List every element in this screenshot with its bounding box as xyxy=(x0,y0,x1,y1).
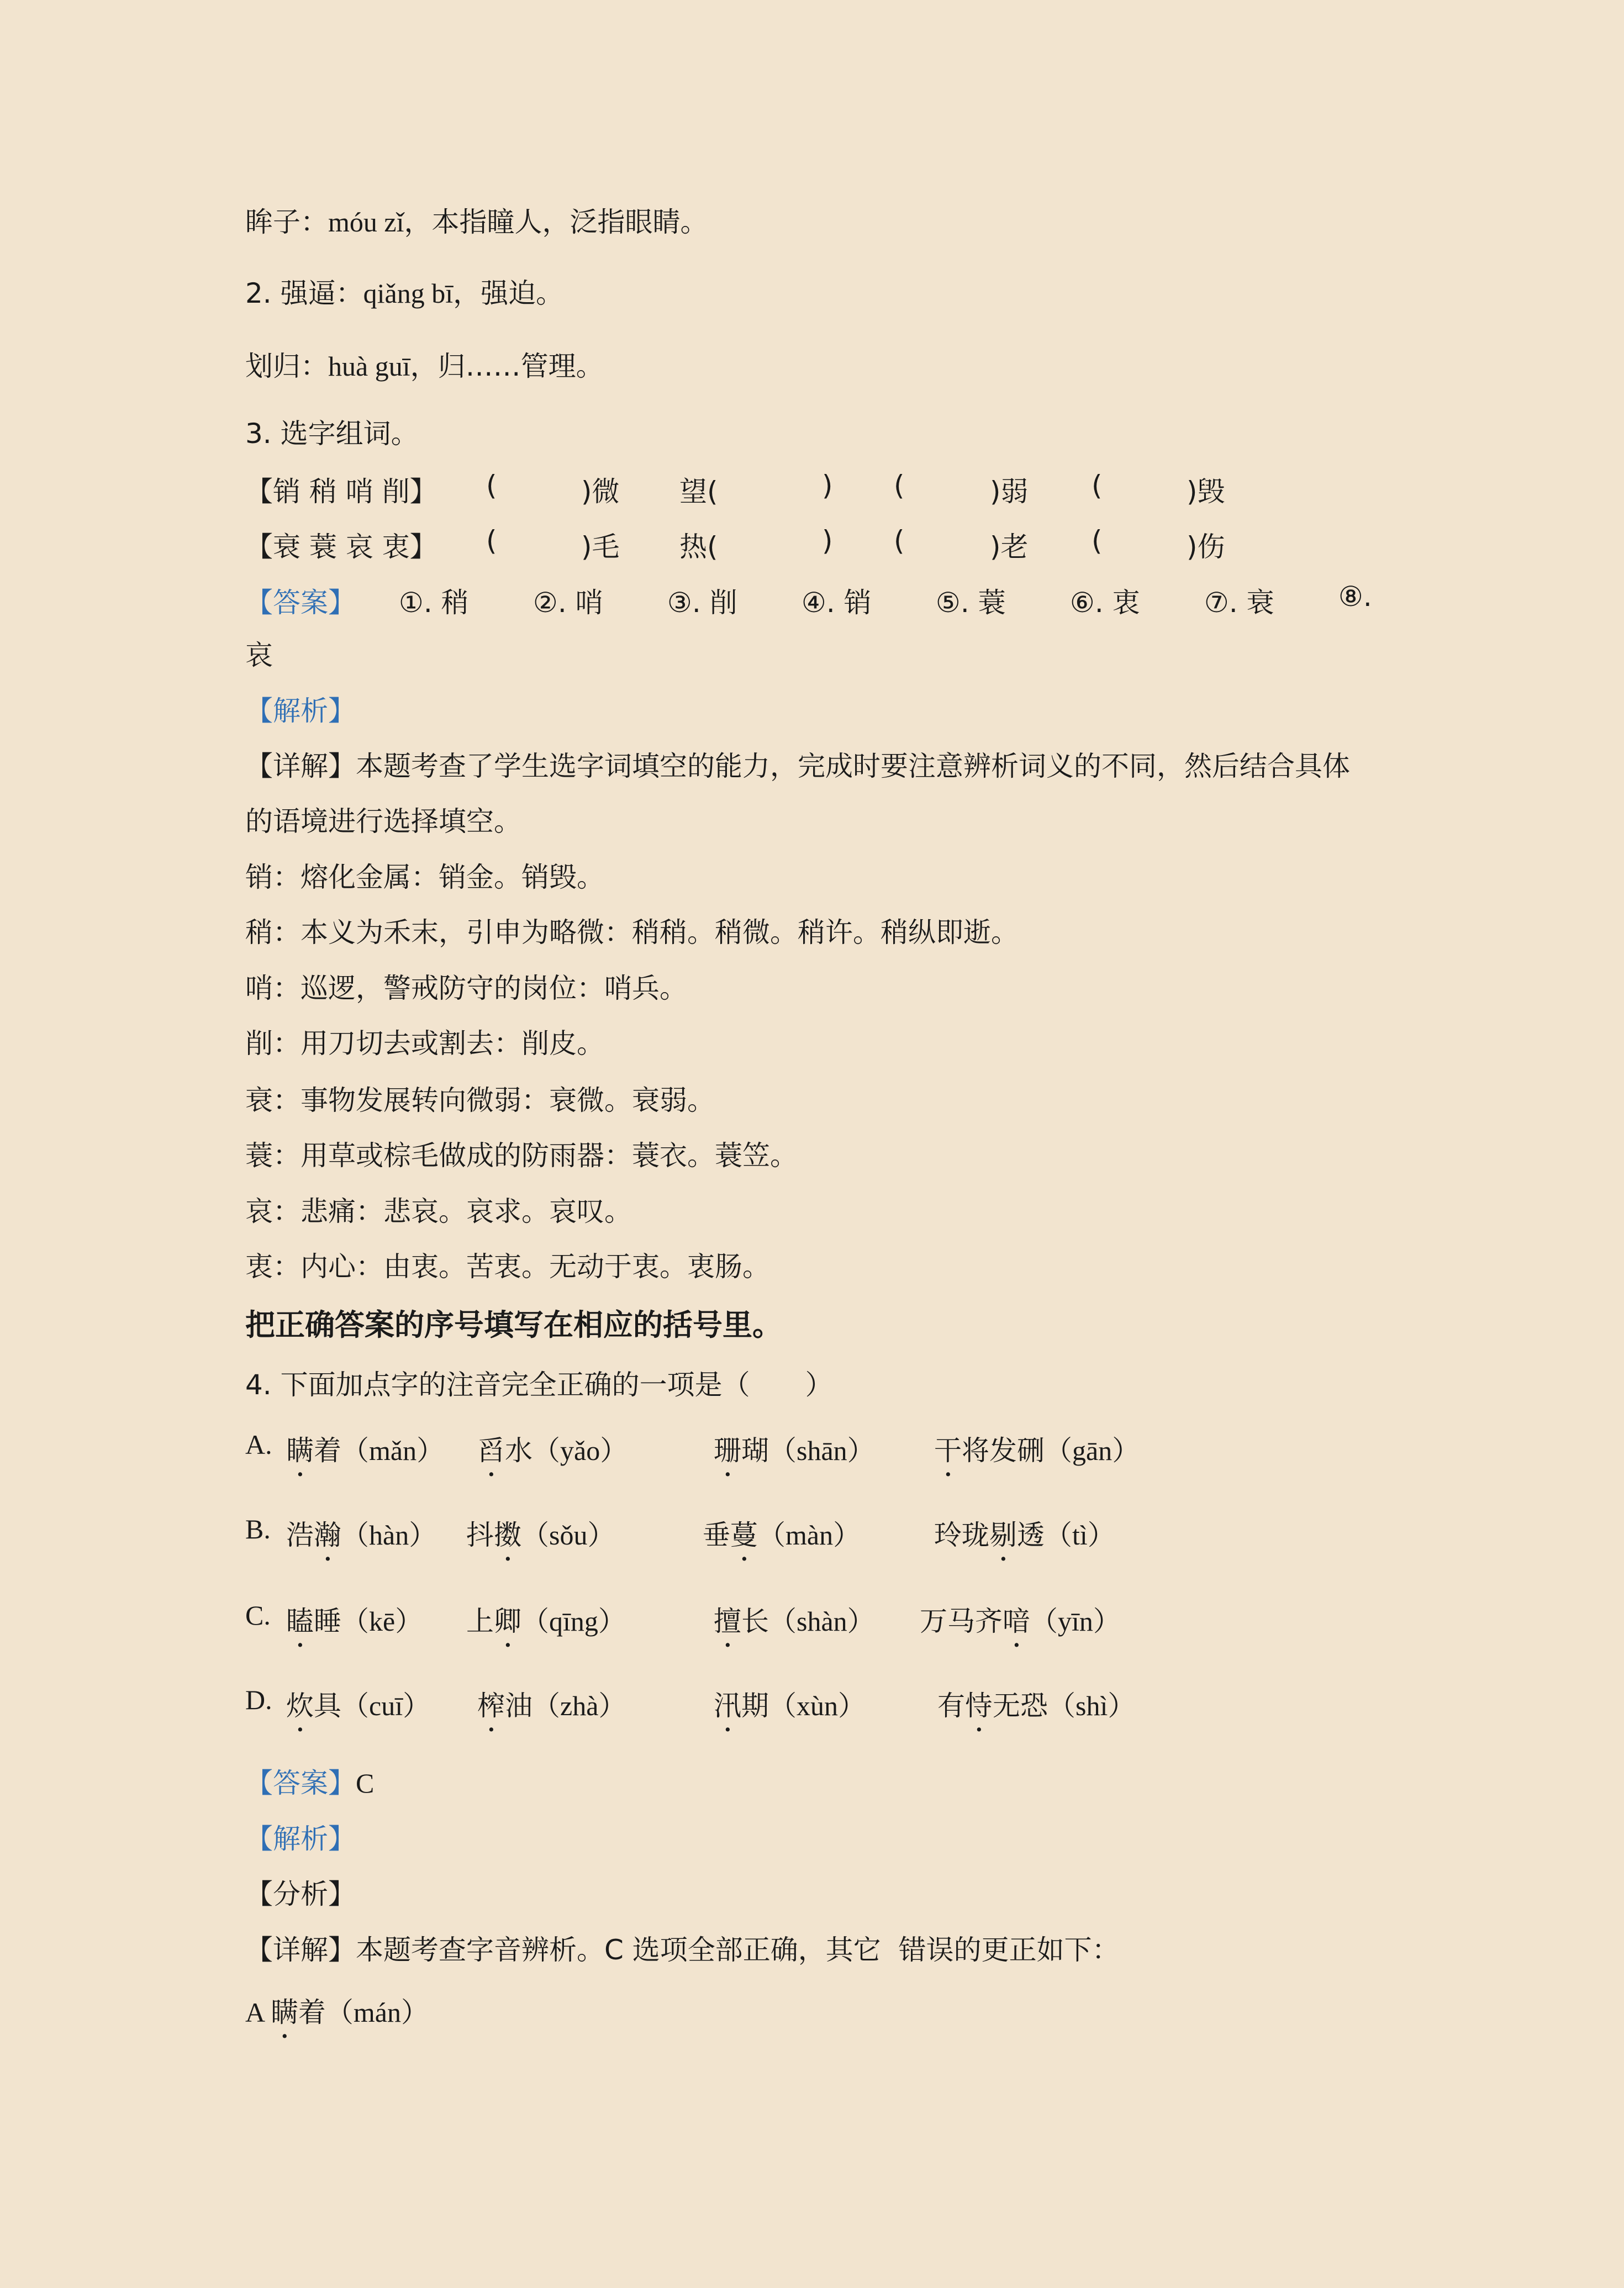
blank-cell: 望( xyxy=(679,476,718,508)
def-word: 划归： xyxy=(245,350,328,382)
explanation-line: 衰：事物发展转向微弱：衰微。衰弱。 xyxy=(245,1084,715,1116)
word-part: 万马齐 xyxy=(920,1605,1003,1637)
blank-cell: )毁 xyxy=(1187,476,1225,508)
question-3-title: 3. 选字组词。 xyxy=(245,418,419,450)
pinyin: （cuī） xyxy=(341,1690,431,1721)
option-item xyxy=(286,1428,444,1483)
definition-line xyxy=(245,203,708,241)
dotted-char: 喑 xyxy=(1003,1605,1030,1637)
option-item xyxy=(714,1599,875,1653)
word-part: 长 xyxy=(741,1605,769,1637)
analysis-label: 【解析】 xyxy=(245,1823,356,1855)
pinyin: （yǎo） xyxy=(532,1435,628,1466)
dotted-char: 舀 xyxy=(477,1435,505,1467)
section-heading: 把正确答案的序号填写在相应的括号里。 xyxy=(245,1308,782,1342)
pinyin: （kē） xyxy=(341,1606,423,1637)
word-part: 具 xyxy=(314,1690,341,1722)
blank-cell: ( xyxy=(1092,470,1103,502)
option-item xyxy=(477,1684,626,1738)
answer-item: ⑥. 衷 xyxy=(1070,587,1140,619)
option-item xyxy=(466,1599,626,1653)
blank-cell: ( xyxy=(894,470,905,502)
def-pinyin: qiǎng bī xyxy=(363,278,454,309)
def-pinyin: móu zǐ xyxy=(328,207,404,238)
word-part: 无恐 xyxy=(993,1690,1048,1722)
dotted-char: 卿 xyxy=(494,1605,521,1637)
pinyin: （shàn） xyxy=(769,1606,875,1637)
dotted-char: 炊 xyxy=(286,1690,314,1722)
blank-cell: )微 xyxy=(581,476,620,508)
option-letter: B. xyxy=(245,1514,271,1544)
pinyin: （tì） xyxy=(1045,1520,1115,1551)
option-item xyxy=(934,1428,1140,1483)
option-item xyxy=(714,1684,866,1738)
option-item xyxy=(477,1428,628,1483)
definition-line xyxy=(245,347,604,386)
explanation-line: 哨：巡逻，警戒防守的岗位：哨兵。 xyxy=(245,972,687,1004)
pinyin: （shì） xyxy=(1048,1690,1136,1721)
def-meaning: ，本指瞳人，泛指眼睛。 xyxy=(404,206,708,238)
correction-word: 着 xyxy=(298,1996,326,2028)
option-item xyxy=(920,1599,1121,1653)
analysis-label: 【解析】 xyxy=(245,695,356,727)
word-part: 浩 xyxy=(286,1519,314,1551)
word-part: 期 xyxy=(741,1690,769,1722)
analysis-sub-label: 【分析】 xyxy=(245,1878,356,1910)
dotted-char: 瞌 xyxy=(286,1605,314,1637)
char-group: 【销 稍 哨 削】 xyxy=(245,476,437,508)
blank-cell: ) xyxy=(822,525,833,557)
pinyin: （xùn） xyxy=(769,1690,866,1721)
blank-cell: )伤 xyxy=(1187,531,1225,563)
explanation-line: 哀：悲痛：悲哀。哀求。哀叹。 xyxy=(245,1195,632,1227)
word-part: 玲珑 xyxy=(934,1519,989,1551)
blank-cell: 热( xyxy=(679,531,718,563)
word-part: 抖 xyxy=(466,1519,494,1551)
option-item xyxy=(286,1599,423,1653)
dotted-char: 瞒 xyxy=(286,1435,314,1467)
def-meaning: ，强迫。 xyxy=(453,277,564,309)
detail-text: 的语境进行选择填空。 xyxy=(245,805,521,837)
dotted-char: 瞒 xyxy=(270,1996,298,2028)
dotted-char: 瀚 xyxy=(314,1519,341,1551)
answer-item: ③. 削 xyxy=(667,587,737,619)
option-letter: C. xyxy=(245,1600,271,1631)
pinyin: （mǎn） xyxy=(341,1435,445,1466)
answer-line xyxy=(245,1764,374,1802)
correction-line xyxy=(245,1993,429,2044)
pinyin: （màn） xyxy=(758,1520,861,1551)
answer-label: 【答案】 xyxy=(245,587,356,619)
option-letter: A. xyxy=(245,1429,272,1460)
answer-item: ④. 销 xyxy=(802,587,872,619)
pinyin: （yīn） xyxy=(1030,1606,1121,1637)
explanation-line: 稍：本义为禾末，引申为略微：稍稍。稍微。稍许。稍纵即逝。 xyxy=(245,916,1019,948)
answer-wrap: 哀 xyxy=(245,639,273,671)
pinyin: （gān） xyxy=(1045,1435,1140,1466)
option-item xyxy=(714,1428,875,1483)
blank-cell: )毛 xyxy=(581,531,620,563)
option-item xyxy=(466,1513,615,1567)
word-part: 瑚 xyxy=(741,1435,769,1467)
dotted-char: 榨 xyxy=(477,1690,505,1722)
dotted-char: 蔓 xyxy=(730,1519,758,1551)
word-part: 上 xyxy=(466,1605,494,1637)
option-letter: D. xyxy=(245,1684,272,1715)
answer-item: ⑧. xyxy=(1338,581,1372,613)
correction-pinyin: （mán） xyxy=(325,1997,429,2028)
answer-item: ②. 哨 xyxy=(533,587,603,619)
blank-cell: ) xyxy=(822,470,833,502)
word-part: 透 xyxy=(1017,1519,1045,1551)
word-part: 有 xyxy=(937,1690,965,1722)
dotted-char: 恃 xyxy=(965,1690,993,1722)
def-meaning: ，归……管理。 xyxy=(410,350,604,382)
blank-cell: ( xyxy=(486,470,497,502)
pinyin: （shān） xyxy=(769,1435,875,1466)
pinyin: （hàn） xyxy=(341,1520,437,1551)
blank-cell: ( xyxy=(894,525,905,557)
answer-item: ⑤. 蓑 xyxy=(936,587,1006,619)
answer-item: ①. 稍 xyxy=(399,587,469,619)
option-item xyxy=(934,1513,1115,1567)
option-item xyxy=(937,1684,1135,1738)
blank-cell: ( xyxy=(1092,525,1103,557)
explanation-line: 蓑：用草或棕毛做成的防雨器：蓑衣。蓑笠。 xyxy=(245,1140,798,1172)
pinyin: （qīng） xyxy=(521,1606,626,1637)
dotted-char: 擅 xyxy=(714,1605,741,1637)
def-word: 2. 强逼： xyxy=(245,277,363,309)
dotted-char: 剔 xyxy=(989,1519,1017,1551)
option-item xyxy=(703,1513,861,1567)
answer-item: ⑦. 衰 xyxy=(1204,587,1274,619)
definition-line xyxy=(245,274,563,313)
dotted-char: 汛 xyxy=(714,1690,741,1722)
dotted-char: 干 xyxy=(934,1435,962,1467)
def-pinyin: huà guī xyxy=(328,351,410,382)
correction-prefix: A xyxy=(245,1997,271,2028)
answer-value: C xyxy=(356,1768,375,1799)
option-item xyxy=(286,1513,436,1567)
detail-text: 【详解】本题考查字音辨析。C 选项全部正确，其它 错误的更正如下： xyxy=(245,1934,1120,1966)
word-part: 睡 xyxy=(314,1605,341,1637)
word-part: 着 xyxy=(314,1435,341,1467)
question-4-title: 4. 下面加点字的注音完全正确的一项是（ ） xyxy=(245,1369,833,1401)
answer-label: 【答案】 xyxy=(245,1767,356,1799)
option-item xyxy=(286,1684,430,1738)
explanation-line: 衷：内心：由衷。苦衷。无动于衷。衷肠。 xyxy=(245,1251,770,1283)
blank-cell: )老 xyxy=(990,531,1029,563)
pinyin: （sǒu） xyxy=(521,1520,615,1551)
explanation-line: 削：用刀切去或割去：削皮。 xyxy=(245,1027,604,1059)
blank-cell: )弱 xyxy=(990,476,1029,508)
dotted-char: 擞 xyxy=(494,1519,521,1551)
blank-cell: ( xyxy=(486,525,497,557)
char-group: 【衰 蓑 哀 衷】 xyxy=(245,531,437,563)
word-part: 水 xyxy=(505,1435,532,1467)
dotted-char: 珊 xyxy=(714,1435,741,1467)
pinyin: （zhà） xyxy=(532,1690,626,1721)
def-word: 眸子： xyxy=(245,206,328,238)
word-part: 油 xyxy=(505,1690,532,1722)
word-part: 将发硎 xyxy=(962,1435,1045,1467)
detail-text: 【详解】本题考查了学生选字词填空的能力，完成时要注意辨析词义的不同，然后结合具体 xyxy=(245,750,1350,782)
explanation-line: 销：熔化金属：销金。销毁。 xyxy=(245,861,604,893)
word-part: 垂 xyxy=(703,1519,730,1551)
